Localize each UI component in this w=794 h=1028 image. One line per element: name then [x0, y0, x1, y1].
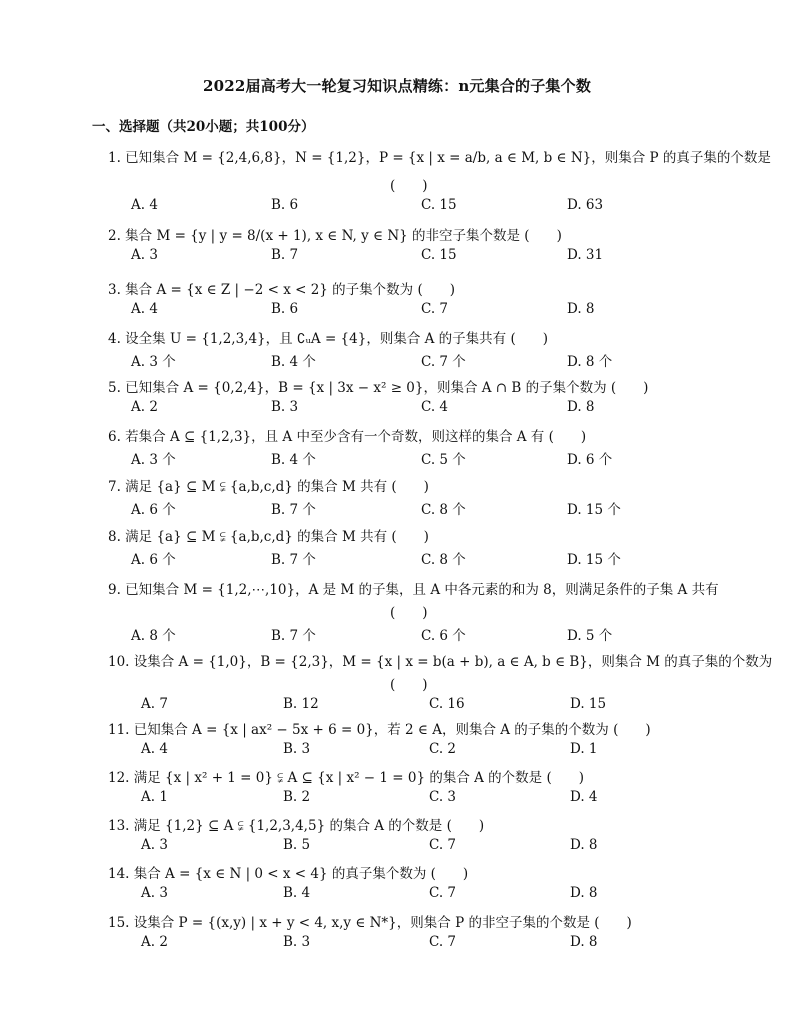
option-b[interactable]: B. 7 — [271, 247, 299, 263]
option-c[interactable]: C. 7 — [429, 885, 457, 901]
option-c[interactable]: C. 7 — [421, 301, 449, 317]
option-d[interactable]: D. 8 个 — [567, 354, 613, 370]
option-d[interactable]: D. 8 — [570, 885, 598, 901]
answer-paren: ( ) — [390, 178, 428, 194]
question-7: 7. 满足 {a} ⊆ M ⫋ {a,b,c,d} 的集合 M 共有 ( ) — [108, 479, 429, 495]
option-b[interactable]: B. 4 — [283, 885, 311, 901]
option-b[interactable]: B. 5 — [283, 837, 311, 853]
question-11: 11. 已知集合 A = {x | ax² − 5x + 6 = 0}，若 2 ∈ A，则集合 A 的子集的个数为 ( ) — [108, 722, 651, 738]
question-15: 15. 设集合 P = {(x,y) | x + y < 4, x,y ∈ N*}，则集合 P 的非空子集的个数是 ( ) — [108, 915, 632, 931]
option-c[interactable]: C. 6 个 — [421, 628, 466, 644]
option-a[interactable]: A. 2 — [131, 399, 158, 415]
question-9: 9. 已知集合 M = {1,2,⋯,10}，A 是 M 的子集，且 A 中各元素的和为 8，则满足条件的子集 A 共有 — [108, 582, 719, 598]
option-b[interactable]: B. 7 个 — [271, 628, 316, 644]
question-8: 8. 满足 {a} ⊆ M ⫋ {a,b,c,d} 的集合 M 共有 ( ) — [108, 529, 429, 545]
option-c[interactable]: C. 7 — [429, 837, 457, 853]
option-d[interactable]: D. 15 个 — [567, 502, 621, 518]
option-c[interactable]: C. 8 个 — [421, 502, 466, 518]
option-a[interactable]: A. 8 个 — [131, 628, 176, 644]
option-c[interactable]: C. 15 — [421, 197, 457, 213]
question-14: 14. 集合 A = {x ∈ N | 0 < x < 4} 的真子集个数为 ( ) — [108, 866, 469, 882]
option-c[interactable]: C. 3 — [429, 789, 457, 805]
option-d[interactable]: D. 15 — [570, 696, 607, 712]
option-c[interactable]: C. 4 — [421, 399, 449, 415]
question-13: 13. 满足 {1,2} ⊆ A ⫋ {1,2,3,4,5} 的集合 A 的个数是 ( ) — [108, 818, 485, 834]
option-c[interactable]: C. 7 个 — [421, 354, 466, 370]
option-d[interactable]: D. 8 — [570, 934, 598, 950]
answer-paren: ( ) — [390, 677, 428, 693]
question-4: 4. 设全集 U = {1,2,3,4}，且 ∁ᵤA = {4}，则集合 A 的子集共有 ( ) — [108, 331, 548, 347]
option-b[interactable]: B. 7 个 — [271, 502, 316, 518]
option-c[interactable]: C. 16 — [429, 696, 465, 712]
question-2: 2. 集合 M = {y | y = 8/(x + 1), x ∈ N, y ∈ N} 的非空子集个数是 ( ) — [108, 228, 562, 244]
option-d[interactable]: D. 1 — [570, 741, 598, 757]
question-6: 6. 若集合 A ⊆ {1,2,3}，且 A 中至少含有一个奇数，则这样的集合 A 有 ( ) — [108, 429, 587, 445]
option-a[interactable]: A. 3 个 — [131, 354, 176, 370]
option-b[interactable]: B. 6 — [271, 301, 299, 317]
section-heading: 一、选择题（共20小题；共100分） — [92, 119, 315, 135]
option-a[interactable]: A. 4 — [141, 741, 168, 757]
question-5: 5. 已知集合 A = {0,2,4}，B = {x | 3x − x² ≥ 0}，则集合 A ∩ B 的子集个数为 ( ) — [108, 380, 649, 396]
option-d[interactable]: D. 5 个 — [567, 628, 613, 644]
option-a[interactable]: A. 3 — [141, 837, 168, 853]
option-a[interactable]: A. 7 — [141, 696, 168, 712]
option-a[interactable]: A. 4 — [131, 197, 158, 213]
option-a[interactable]: A. 1 — [141, 789, 168, 805]
option-c[interactable]: C. 8 个 — [421, 552, 466, 568]
option-b[interactable]: B. 3 — [283, 934, 311, 950]
question-1: 1. 已知集合 M = {2,4,6,8}，N = {1,2}，P = {x | x = a/b, a ∈ M, b ∈ N}，则集合 P 的真子集的个数是 — [108, 150, 771, 166]
option-d[interactable]: D. 31 — [567, 247, 604, 263]
option-b[interactable]: B. 4 个 — [271, 452, 316, 468]
answer-paren: ( ) — [390, 605, 428, 621]
option-a[interactable]: A. 3 个 — [131, 452, 176, 468]
option-a[interactable]: A. 4 — [131, 301, 158, 317]
option-d[interactable]: D. 63 — [567, 197, 604, 213]
option-c[interactable]: C. 7 — [429, 934, 457, 950]
option-d[interactable]: D. 8 — [570, 837, 598, 853]
option-b[interactable]: B. 3 — [271, 399, 299, 415]
option-c[interactable]: C. 15 — [421, 247, 457, 263]
option-b[interactable]: B. 6 — [271, 197, 299, 213]
option-a[interactable]: A. 3 — [131, 247, 158, 263]
document-title: 2022届高考大一轮复习知识点精练：n元集合的子集个数 — [202, 77, 592, 95]
option-a[interactable]: A. 3 — [141, 885, 168, 901]
option-a[interactable]: A. 6 个 — [131, 502, 176, 518]
option-b[interactable]: B. 7 个 — [271, 552, 316, 568]
option-d[interactable]: D. 8 — [567, 301, 595, 317]
option-d[interactable]: D. 8 — [567, 399, 595, 415]
option-d[interactable]: D. 15 个 — [567, 552, 621, 568]
option-c[interactable]: C. 5 个 — [421, 452, 466, 468]
question-10: 10. 设集合 A = {1,0}，B = {2,3}，M = {x | x = b(a + b), a ∈ A, b ∈ B}，则集合 M 的真子集的个数为 — [108, 654, 773, 670]
option-b[interactable]: B. 2 — [283, 789, 311, 805]
option-d[interactable]: D. 4 — [570, 789, 598, 805]
option-d[interactable]: D. 6 个 — [567, 452, 613, 468]
option-c[interactable]: C. 2 — [429, 741, 457, 757]
option-a[interactable]: A. 2 — [141, 934, 168, 950]
option-a[interactable]: A. 6 个 — [131, 552, 176, 568]
option-b[interactable]: B. 3 — [283, 741, 311, 757]
question-12: 12. 满足 {x | x² + 1 = 0} ⫋ A ⊆ {x | x² − 1 = 0} 的集合 A 的个数是 ( ) — [108, 770, 584, 786]
option-b[interactable]: B. 4 个 — [271, 354, 316, 370]
option-b[interactable]: B. 12 — [283, 696, 319, 712]
question-3: 3. 集合 A = {x ∈ Z | −2 < x < 2} 的子集个数为 ( ) — [108, 282, 455, 298]
